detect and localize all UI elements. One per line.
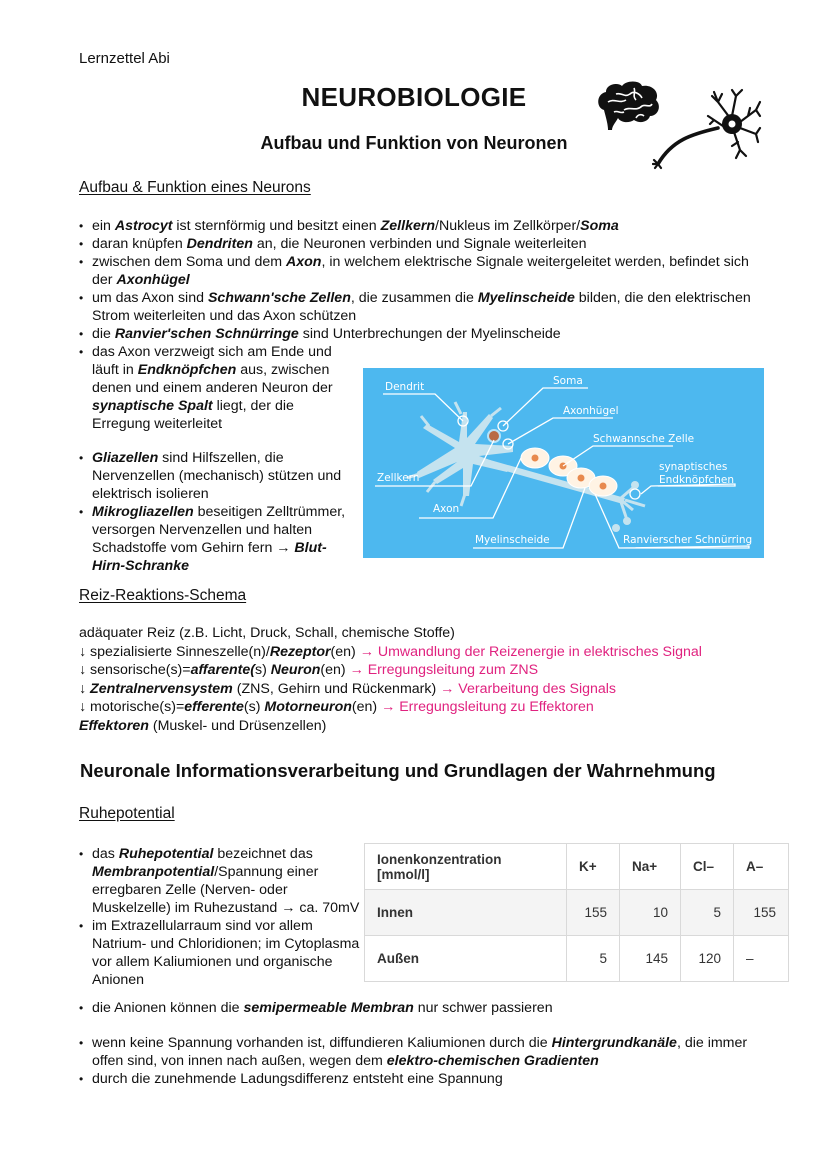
- section-heading-neuron-structure: Aufbau & Funktion eines Neurons: [79, 179, 311, 196]
- table-cell: 155: [734, 890, 789, 936]
- schema-line: [79, 680, 779, 699]
- key-term: Ranvier'schen Schnürringe: [114, 326, 299, 342]
- table-row: [365, 890, 789, 936]
- text-run: ist sternförmig und besitzt einen: [172, 218, 381, 234]
- key-term: Gliazellen: [92, 450, 159, 466]
- text-run: beseitigen Zelltrümmer, versorgen Nervenzellen und halten Schadstoffe vom Gehirn fern →: [92, 504, 346, 556]
- text-run: ↓: [79, 680, 91, 697]
- label-dendrit: Dendrit: [385, 381, 425, 393]
- text-run: sind Hilfszellen, die Nervenzellen (mechanisch) stützen und elektrisch isolieren: [92, 450, 342, 502]
- schema-line: [79, 624, 779, 643]
- ion-concentration-table: [364, 843, 789, 982]
- text-run: , die zusammen die: [350, 290, 478, 306]
- key-term: affarente(: [190, 662, 255, 678]
- table-cell: 155: [567, 890, 620, 936]
- page-title-text: NEUROBIOLOGIE: [301, 82, 527, 112]
- text-run: liegt, der die Erregung weiterleitet: [92, 398, 294, 432]
- table-header-cell: Cl–: [681, 844, 734, 890]
- key-term: Hintergrundkanäle: [551, 1035, 677, 1051]
- text-run: nur schwer passieren: [413, 1000, 553, 1016]
- key-term: Astrocyt: [114, 218, 173, 234]
- text-run: um das Axon sind: [92, 290, 208, 306]
- text-run: ↓ motorische(s)=: [79, 699, 185, 715]
- text-run: (en): [320, 662, 350, 678]
- label-axonhuegel: Axonhügel: [563, 405, 619, 417]
- key-term: Axonhügel: [116, 272, 190, 288]
- text-run: bezeichnet das: [213, 846, 313, 862]
- text-run: (ZNS, Gehirn und Rückenmark): [232, 680, 441, 697]
- key-term: Axon: [286, 254, 322, 270]
- text-run: wenn keine Spannung vorhanden ist, diffundieren Kaliumionen durch die: [92, 1035, 552, 1051]
- page-subtitle: Aufbau und Funktion von Neuronen: [260, 133, 568, 153]
- key-term: elektro-chemischen Gradienten: [386, 1053, 599, 1069]
- text-run: , in welchem elektrische Signale weitergeleitet werden, befindet sich der: [92, 254, 749, 288]
- text-run: ↓ sensorische(s)=: [79, 662, 191, 678]
- list-item: [79, 917, 364, 989]
- label-synaptisch-1: synaptisches: [659, 461, 728, 473]
- highlight-text: → Verarbeitung des Signals: [440, 680, 617, 697]
- list-item: [79, 999, 779, 1017]
- key-term: Myelinscheide: [477, 290, 575, 306]
- stimulus-response-schema: [79, 624, 779, 735]
- axon-glia-list: [79, 343, 354, 575]
- label-myelin: Myelinscheide: [475, 534, 550, 546]
- text-run: (s): [243, 699, 265, 715]
- highlight-text: → Erregungsleitung zum ZNS: [349, 662, 539, 678]
- section-title-neural-processing: Neuronale Informationsverarbeitung und Grundlagen der Wahrnehmung: [80, 760, 716, 781]
- key-term: Motorneuron: [264, 699, 352, 715]
- text-run: bilden, die den elektrischen Strom weiterleiten und das Axon schützen: [92, 290, 751, 324]
- list-item: [79, 253, 759, 289]
- potassium-diffusion-list: [79, 1034, 779, 1088]
- key-term: Endknöpfchen: [137, 362, 237, 378]
- ion-concentration-table-wrap: [364, 843, 789, 982]
- key-term: Soma: [580, 218, 619, 234]
- table-cell: 145: [620, 936, 681, 982]
- text-run: durch die zunehmende Ladungsdifferenz entsteht eine Spannung: [92, 1071, 503, 1087]
- list-item: [79, 449, 354, 503]
- table-cell: Außen: [365, 936, 567, 982]
- key-term: efferente: [184, 699, 244, 715]
- table-header-cell: K+: [567, 844, 620, 890]
- key-term: Zentralnervensystem: [90, 680, 233, 697]
- key-term: Mikrogliazellen: [92, 504, 194, 520]
- table-header-cell: Na+: [620, 844, 681, 890]
- schema-line: [79, 717, 779, 736]
- table-row: [365, 936, 789, 982]
- key-term: Neuron: [270, 662, 321, 678]
- label-ranvier: Ranvierscher Schnürring: [623, 534, 753, 546]
- table-cell: 10: [620, 890, 681, 936]
- key-term: Effektoren: [79, 717, 149, 734]
- schema-line: [79, 643, 779, 662]
- text-run: (Muskel- und Drüsenzellen): [148, 717, 327, 734]
- neuron-structure-list: [79, 217, 759, 343]
- table-cell: Innen: [365, 890, 567, 936]
- highlight-text: → Erregungsleitung zu Effektoren: [381, 699, 594, 715]
- key-term: semipermeable Membran: [243, 1000, 414, 1016]
- table-cell: –: [734, 936, 789, 982]
- text-run: im Extrazellularraum sind vor allem Natrium- und Chloridionen; im Cytoplasma vor allem Kaliumionen und organische Anionen: [92, 918, 360, 988]
- schema-line: [79, 698, 779, 717]
- list-item: [79, 289, 759, 325]
- text-run: (en): [330, 643, 360, 660]
- text-run: an, die Neuronen verbinden und Signale weiterleiten: [252, 236, 587, 252]
- text-run: daran knüpfen: [92, 236, 187, 252]
- label-zellkern: Zellkern: [377, 472, 420, 484]
- key-term: Ruhepotential: [118, 846, 214, 862]
- section-heading-stimulus-schema: Reiz-Reaktions-Schema: [79, 587, 247, 604]
- text-run: das: [92, 846, 119, 862]
- document-label: Lernzettel Abi: [79, 50, 170, 67]
- key-term: synaptische Spalt: [92, 398, 213, 414]
- text-run: das Axon verzweigt sich am Ende und läuft in: [92, 344, 332, 378]
- table-cell: 120: [681, 936, 734, 982]
- key-term: Blut-Hirn-Schranke: [92, 540, 327, 574]
- text-run: adäquater Reiz (z.B. Licht, Druck, Schall, chemische Stoffe): [79, 625, 455, 641]
- label-axon: Axon: [433, 503, 460, 515]
- list-item: [79, 235, 759, 253]
- text-run: sind Unterbrechungen der Myelinscheide: [298, 326, 561, 342]
- membrane-list: [79, 999, 779, 1017]
- table-cell: 5: [681, 890, 734, 936]
- resting-potential-list: [79, 845, 364, 989]
- list-item: [79, 503, 354, 575]
- table-cell: 5: [567, 936, 620, 982]
- key-term: Zellkern: [380, 218, 436, 234]
- list-item: [79, 1034, 779, 1070]
- text-run: s): [254, 662, 271, 678]
- neuron-diagram: [363, 368, 764, 558]
- text-run: ↓ spezialisierte Sinneszelle(n)/: [79, 643, 270, 660]
- text-run: ein: [92, 218, 115, 234]
- list-item: [79, 325, 759, 343]
- list-item: [79, 845, 364, 917]
- table-header-cell: Ionenkonzentration [mmol/l]: [365, 844, 567, 890]
- text-run: aus, zwischen denen und einem anderen Neuron der: [92, 362, 333, 396]
- label-soma: Soma: [553, 375, 583, 387]
- highlight-text: → Umwandlung der Reizenergie in elektrisches Signal: [359, 643, 702, 660]
- label-synaptisch-2: Endknöpfchen: [659, 474, 735, 486]
- text-run: (en): [351, 699, 382, 715]
- section-heading-resting-potential: Ruhepotential: [79, 805, 175, 822]
- key-term: Schwann'sche Zellen: [207, 290, 351, 306]
- text-run: /Spannung einer erregbaren Zelle (Nerven- oder Muskelzelle) im Ruhezustand → ca. 70mV: [92, 864, 360, 916]
- list-item: [79, 343, 354, 433]
- text-run: zwischen dem Soma und dem: [92, 254, 286, 270]
- table-header-cell: A–: [734, 844, 789, 890]
- list-item: [79, 217, 759, 235]
- schema-line: [79, 661, 779, 680]
- key-term: Rezeptor: [269, 643, 331, 660]
- list-item: [79, 1070, 779, 1088]
- neuron-icon: [652, 88, 762, 170]
- text-run: , die immer offen sind, von innen nach außen, wegen dem: [92, 1035, 748, 1069]
- text-run: die: [92, 326, 115, 342]
- text-run: /Nukleus im Zellkörper/: [435, 218, 581, 234]
- table-header-row: [365, 844, 789, 890]
- key-term: Dendriten: [186, 236, 253, 252]
- label-schwann: Schwannsche Zelle: [593, 433, 695, 445]
- key-term: Membranpotential: [92, 864, 215, 880]
- text-run: die Anionen können die: [92, 1000, 244, 1016]
